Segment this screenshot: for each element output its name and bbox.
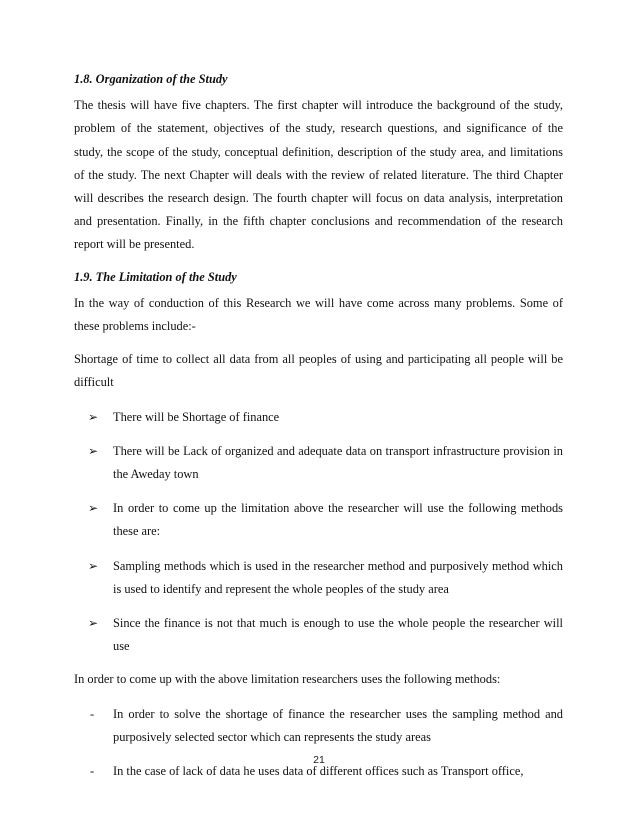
dash-item: [74, 703, 563, 749]
dash-bullet: -: [90, 764, 95, 779]
bullet-item: [74, 440, 563, 486]
limitation-statement-paragraph: Shortage of time to collect all data from all peoples of using and participating all people will be difficult: [74, 352, 563, 390]
bullet-item-text: In order to come up the limitation above the researcher will use the following methods these are:: [113, 501, 563, 539]
section-heading-limitation: 1.9. The Limitation of the Study: [74, 269, 237, 284]
arrow-bullet-icon: ➢: [88, 501, 99, 516]
bullet-item-text: There will be Shortage of finance: [113, 409, 280, 424]
limitation-intro-paragraph: In the way of conduction of this Research we will have come across many problems. Some of these problems include:-: [74, 295, 563, 334]
bullet-item: [74, 612, 563, 658]
page-number: 21: [313, 754, 325, 766]
arrow-bullet-icon: ➢: [88, 616, 99, 631]
bullet-item: [74, 406, 563, 429]
dash-bullet: -: [90, 706, 95, 721]
arrow-bullet-icon: ➢: [88, 443, 99, 458]
bullet-item-text: Sampling methods which is used in the researcher method and purposively method which is used to identify and represent the whole peoples of the study area: [113, 558, 563, 596]
bullet-item-text: There will be Lack of organized and adequate data on transport infrastructure provision in the Aweday town: [113, 443, 563, 482]
section-heading-organization: 1.8. Organization of the Study: [74, 72, 228, 86]
organization-paragraph: The thesis will have five chapters. The first chapter will introduce the background of the study, problem of the statement, objectives of the study, research questions, and significance of the study, the scope of the study, conceptual definition, description of the study area, and limitations of the study. The next Chapter will deals with the review of related literature. The third Chapter will describes the research design. The fourth chapter will focus on data analysis, interpretation and presentation. Finally, in the fifth chapter conclusions and recommendation of the research report will be presented.: [74, 98, 563, 252]
limitation-bullet-list: [74, 406, 563, 659]
bullet-item: [74, 497, 563, 543]
document-page: [74, 68, 563, 783]
dash-item-text: In the case of lack of data he uses data of different offices such as Transport office,: [113, 764, 524, 779]
bullet-item: [74, 555, 563, 601]
arrow-bullet-icon: ➢: [88, 409, 99, 424]
methods-intro-paragraph: In order to come up with the above limitation researchers uses the following methods:: [74, 672, 501, 687]
bullet-item-text: Since the finance is not that much is enough to use the whole people the researcher will use: [113, 616, 563, 654]
arrow-bullet-icon: ➢: [88, 558, 99, 573]
methods-dash-list: [74, 703, 563, 784]
dash-item-text: In order to solve the shortage of finance the researcher uses the sampling method and purposively selected sector which can represents the study areas: [113, 706, 563, 744]
